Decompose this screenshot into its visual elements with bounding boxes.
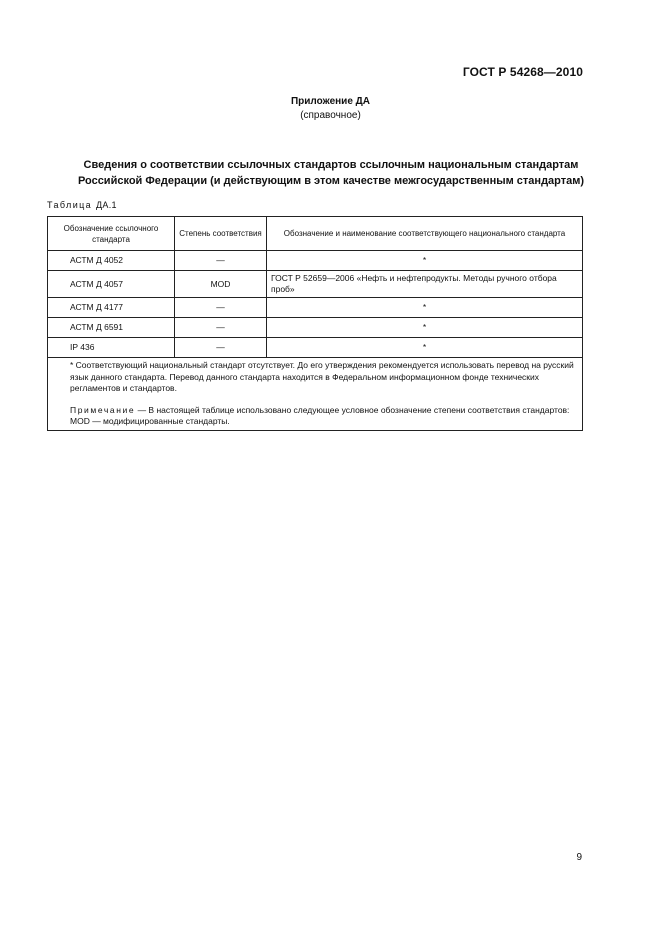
cell-ref-standard: АСТМ Д 4057: [48, 271, 175, 298]
cell-degree: —: [175, 338, 267, 358]
cell-national-standard: *: [267, 338, 583, 358]
cell-national-standard: *: [267, 318, 583, 338]
correspondence-table: [47, 216, 583, 431]
cell-degree: —: [175, 251, 267, 271]
table-footer: [48, 358, 583, 431]
cell-national-standard: *: [267, 298, 583, 318]
cell-degree: —: [175, 298, 267, 318]
header-ref-standard: Обозначение ссылочного стандарта: [48, 217, 175, 251]
page-number: 9: [576, 852, 582, 863]
cell-ref-standard: АСТМ Д 4052: [48, 251, 175, 271]
cell-degree: MOD: [175, 271, 267, 298]
cell-ref-standard: IP 436: [48, 338, 175, 358]
cell-ref-standard: АСТМ Д 6591: [48, 318, 175, 338]
table-label-prefix: Таблица: [47, 200, 93, 210]
table-note: [70, 405, 578, 417]
table-footer-row: [48, 358, 583, 431]
main-title: [47, 157, 615, 189]
note-text: — В настоящей таблице использовано следующее условное обозначение степени соответствия стандартов:: [135, 404, 570, 415]
cell-national-standard: ГОСТ Р 52659—2006 «Нефть и нефтепродукты. Методы ручного отбора проб»: [267, 271, 583, 298]
table-footnote: * Соответствующий национальный стандарт отсутствует. До его утверждения рекомендуется использовать перевод на русский язык данного стандарта. Перевод данного стандарта находится в Федеральном информационном фонде технических регламентов и стандартов.: [70, 360, 574, 393]
main-title-line-1: Сведения о соответствии ссылочных стандартов ссылочным национальным стандартам: [83, 159, 579, 171]
table-row: [48, 338, 583, 358]
table-row: [48, 271, 583, 298]
cell-ref-standard: АСТМ Д 4177: [48, 298, 175, 318]
table-row: [48, 318, 583, 338]
header-national-standard: Обозначение и наименование соответствующего национального стандарта: [267, 217, 583, 251]
table-label: [47, 200, 117, 210]
note-mod-definition: MOD — модифицированные стандарты.: [70, 416, 230, 426]
table-header-row: [48, 217, 583, 251]
annex-title: Приложение ДА: [290, 96, 371, 107]
cell-national-standard: *: [267, 251, 583, 271]
table-row: [48, 298, 583, 318]
main-title-line-2: Российской Федерации (и действующим в этом качестве межгосударственным стандартам): [77, 175, 585, 187]
annex-subtitle: (справочное): [300, 110, 361, 121]
table-label-number: ДА.1: [96, 200, 117, 210]
document-code: ГОСТ Р 54268—2010: [462, 65, 583, 79]
header-degree: Степень соответствия: [175, 217, 267, 251]
correspondence-table-wrapper: [47, 216, 583, 431]
annex-heading: [0, 95, 661, 123]
note-label: Примечание: [70, 404, 136, 415]
table-row: [48, 251, 583, 271]
cell-degree: —: [175, 318, 267, 338]
